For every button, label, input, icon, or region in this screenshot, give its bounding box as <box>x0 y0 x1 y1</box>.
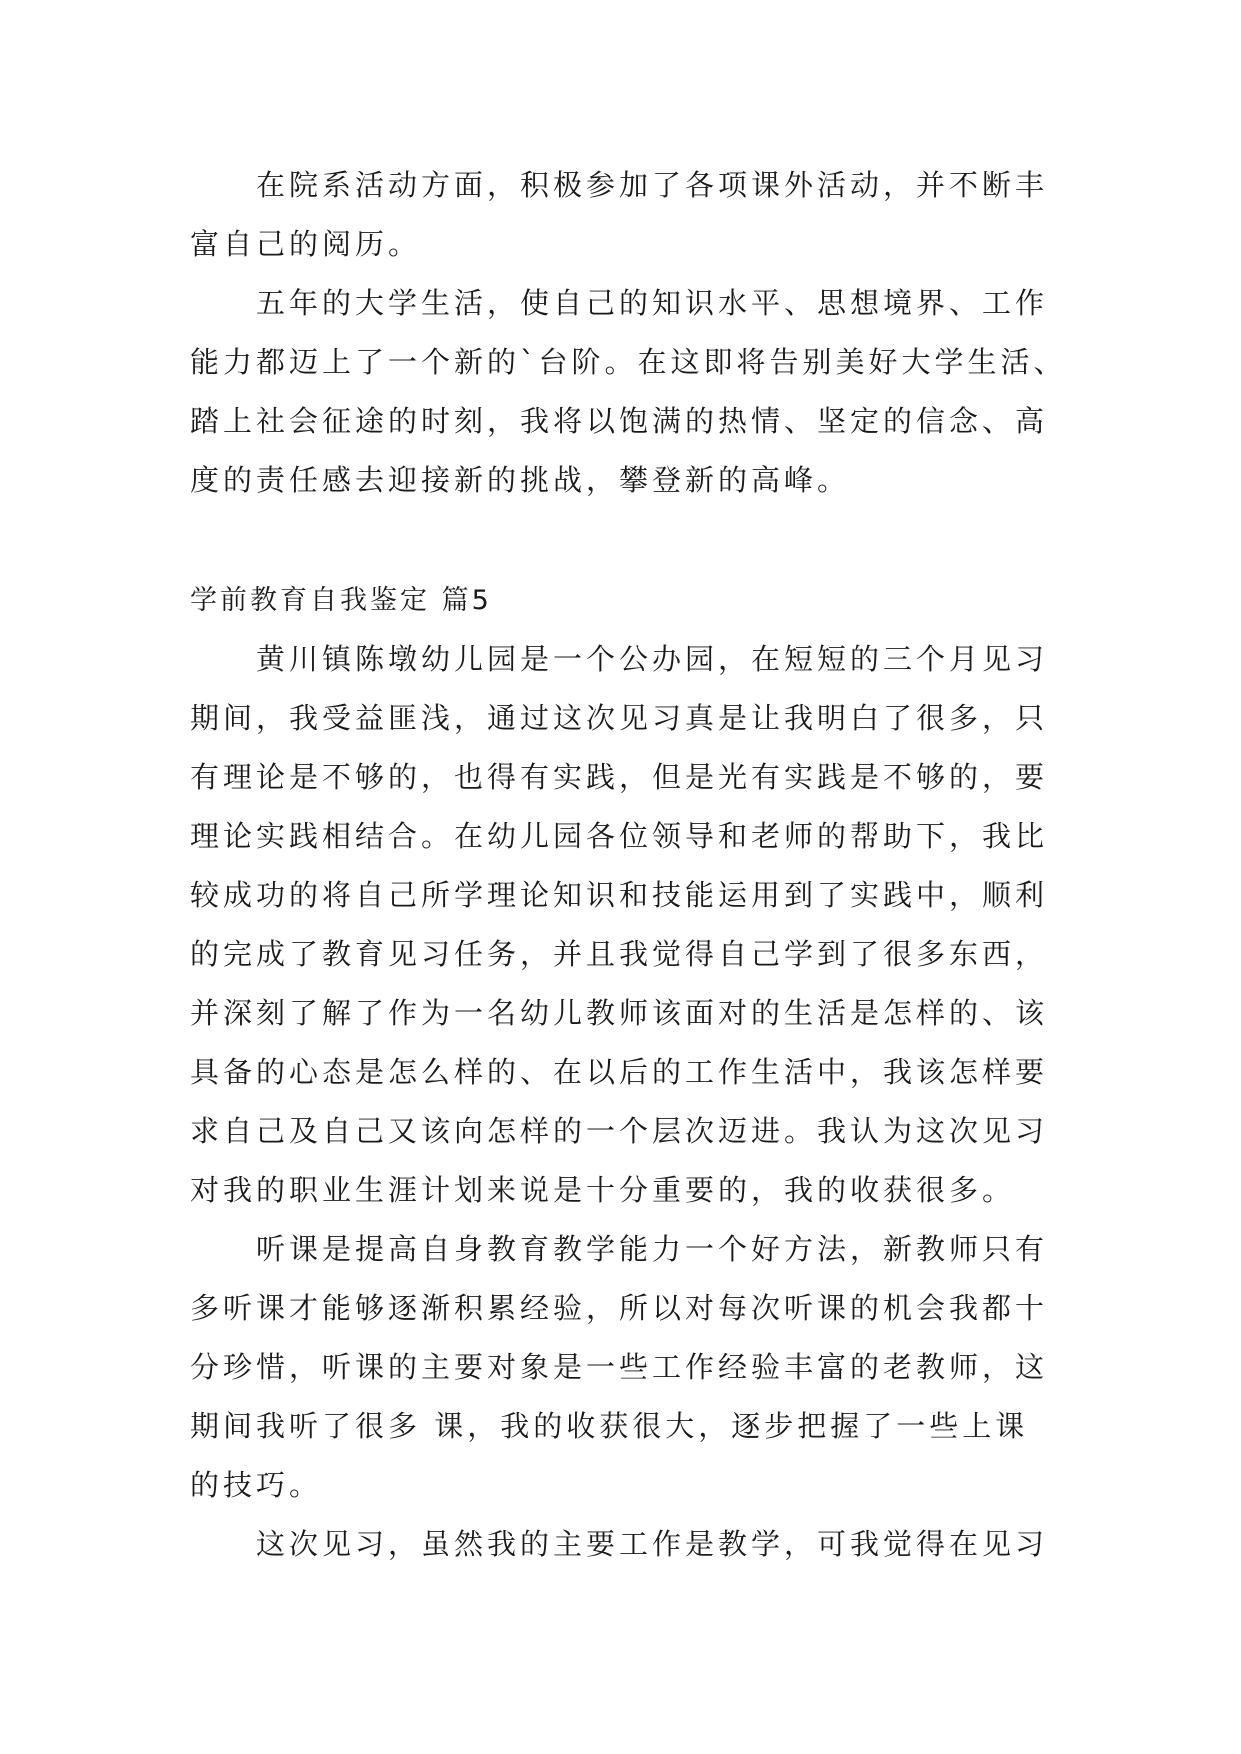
text-line: 分珍惜，听课的主要对象是一些工作经验丰富的老教师，这 <box>190 1350 1049 1384</box>
text-line: 期间我听了很多 课，我的收获很大，逐步把握了一些上课 <box>190 1409 1029 1443</box>
paragraph-kindergarten-internship <box>190 630 1052 1220</box>
text-line: 富自己的阅历。 <box>190 227 422 261</box>
text-line: 具备的心态是怎么样的、在以后的工作生活中，我该怎样要 <box>190 1055 1049 1089</box>
paragraph-internship-work <box>190 1515 1052 1574</box>
text-line: 理论实践相结合。在幼儿园各位领导和老师的帮助下，我比 <box>190 819 1049 853</box>
text-line: 五年的大学生活，使自己的知识水平、思想境界、工作 <box>256 286 1049 320</box>
paragraph-lesson-observation <box>190 1220 1052 1515</box>
text-line: 听课是提高自身教育教学能力一个好方法，新教师只有 <box>256 1232 1049 1266</box>
text-line: 度的责任感去迎接新的挑战，攀登新的高峰。 <box>190 463 851 497</box>
text-line: 踏上社会征途的时刻，我将以饱满的热情、坚定的信念、高 <box>190 404 1049 438</box>
text-line: 的完成了教育见习任务，并且我觉得自己学到了很多东西， <box>190 937 1049 971</box>
text-line: 的技巧。 <box>190 1468 323 1502</box>
paragraph-activities <box>190 156 1052 274</box>
text-line: 较成功的将自己所学理论知识和技能运用到了实践中，顺利 <box>190 878 1049 912</box>
text-line: 在院系活动方面，积极参加了各项课外活动，并不断丰 <box>256 168 1049 202</box>
text-line: 能力都迈上了一个新的`台阶。在这即将告别美好大学生活、 <box>190 345 1067 379</box>
text-line: 多听课才能够逐渐积累经验，所以对每次听课的机会我都十 <box>190 1291 1049 1325</box>
section-heading: 学前教育自我鉴定 篇5 <box>190 585 492 616</box>
document-body <box>190 156 1067 1574</box>
text-line: 并深刻了解了作为一名幼儿教师该面对的生活是怎样的、该 <box>190 996 1049 1030</box>
text-line: 求自己及自己又该向怎样的一个层次迈进。我认为这次见习 <box>190 1114 1049 1148</box>
text-line: 有理论是不够的，也得有实践，但是光有实践是不够的，要 <box>190 760 1049 794</box>
text-line: 这次见习，虽然我的主要工作是教学，可我觉得在见习 <box>256 1527 1049 1561</box>
paragraph-university-life <box>190 274 1067 510</box>
text-line: 期间，我受益匪浅，通过这次见习真是让我明白了很多，只 <box>190 701 1049 735</box>
section-gap <box>190 510 1052 571</box>
text-line: 黄川镇陈墩幼儿园是一个公办园，在短短的三个月见习 <box>256 642 1049 676</box>
text-line: 对我的职业生涯计划来说是十分重要的，我的收获很多。 <box>190 1173 1016 1207</box>
